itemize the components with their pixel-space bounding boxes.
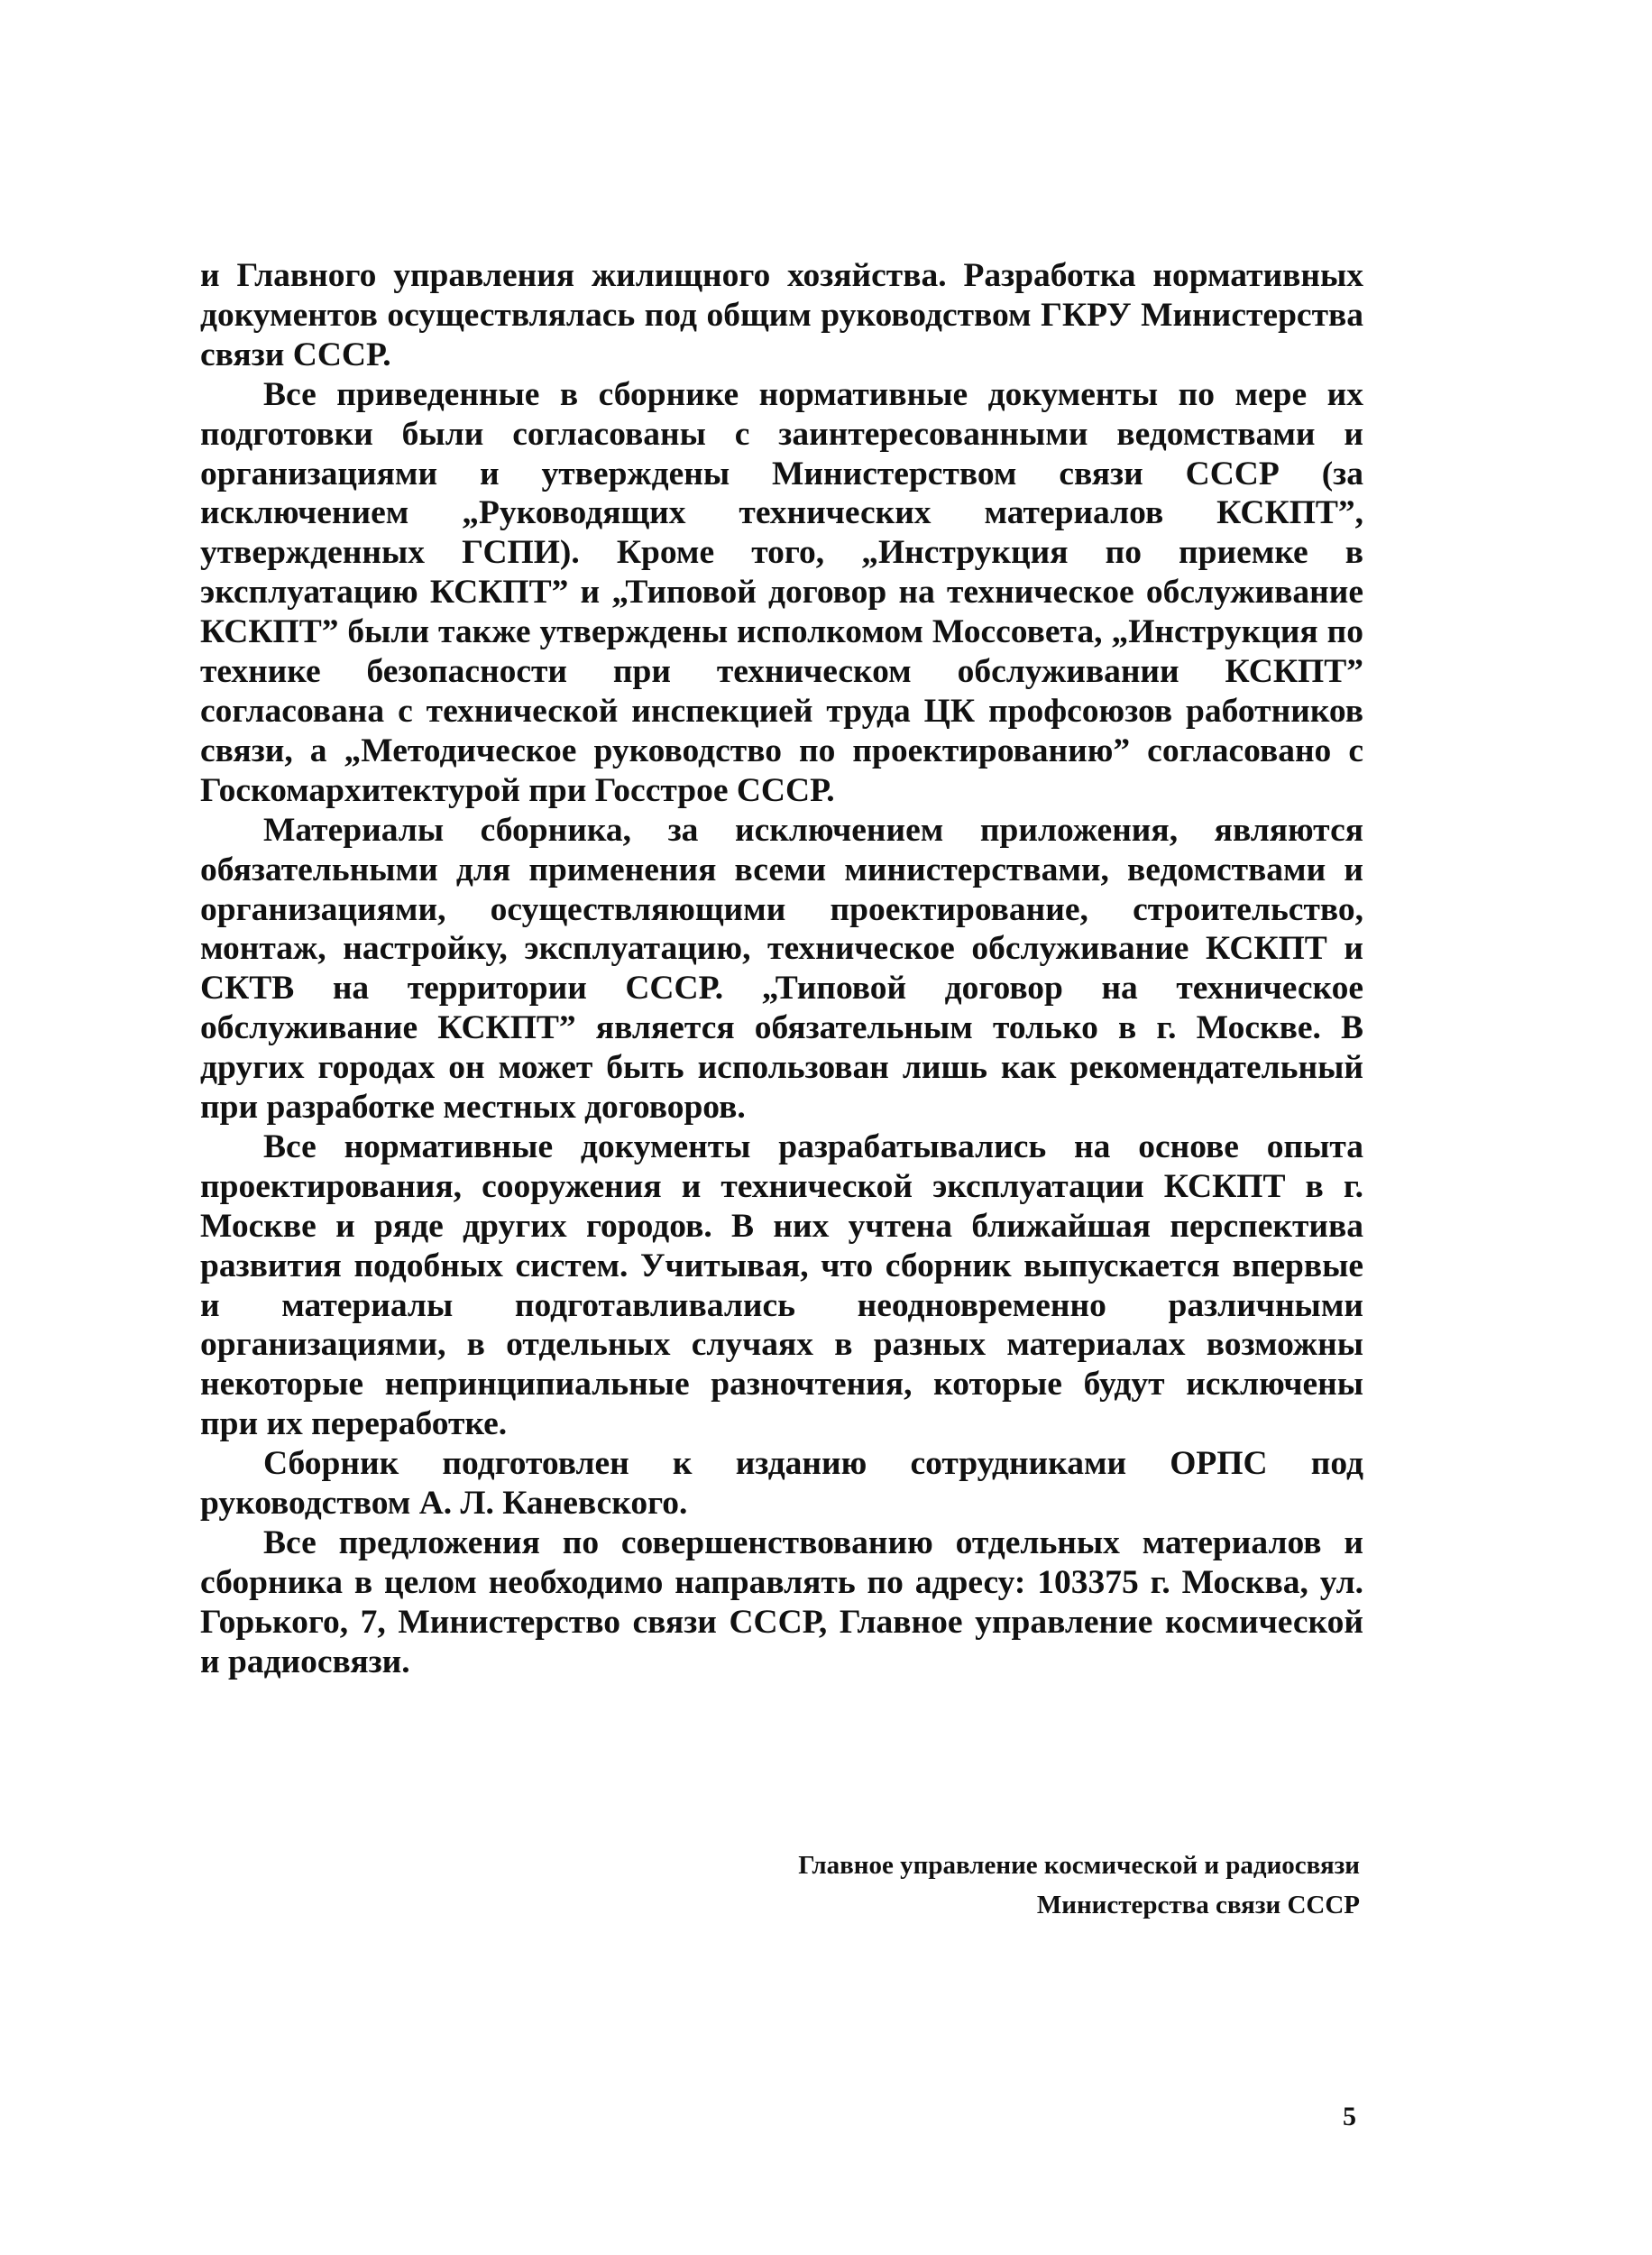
paragraph-basis: Все нормативные документы разрабатывались на основе опыта проектирования, сооружения и технической эксплуатации КСКПТ в г. Москве и ряде других городов. В них учтена ближайшая перспектива развития подобных систем. Учитывая, что сборник выпускается впервые и материалы подготавливались неодновременно различными организациями, в отдельных случаях в разных материалах возможны некоторые непринципиальные разночтения, которые будут исключены при их переработке. (200, 1128, 1363, 1443)
paragraph-prepared-by: Сборник подготовлен к изданию сотрудниками ОРПС под руководством А. Л. Каневского. (200, 1445, 1363, 1523)
signature-block (798, 1845, 1360, 1925)
paragraph-address: Все предложения по совершенствованию отдельных материалов и сборника в целом необходимо направлять по адресу: 103375 г. Москва, ул. Горького, 7, Министерство связи СССР, Главное управление космической и радиосвязи. (200, 1524, 1363, 1680)
body-text (200, 256, 1363, 1682)
paragraph-obligatory: Материалы сборника, за исключением приложения, являются обязательными для применения всеми министерствами, ведомствами и организациями, осуществляющими проектирование, строительство, монтаж, настройку, эксплуатацию, техническое обслуживание КСКПТ и СКТВ на территории СССР. „Типовой договор на техническое обслуживание КСКПТ” является обязательным только в г. Москве. В других городах он может быть использован лишь как рекомендательный при разработке местных договоров. (200, 811, 1363, 1127)
paragraph-continuation: и Главного управления жилищного хозяйства. Разработка нормативных документов осуществлялась под общим руководством ГКРУ Министерства связи СССР. (200, 257, 1363, 373)
signature-line-2: Министерства связи СССР (1036, 1891, 1360, 1919)
signature-line-1: Главное управление космической и радиосвязи (798, 1851, 1360, 1880)
paragraph-approval: Все приведенные в сборнике нормативные документы по мере их подготовки были согласованы с заинтересованными ведомствами и организациями и утверждены Министерством связи СССР (за исключением „Руководящих технических материалов КСКПТ”, утвержденных ГСПИ). Кроме того, „Инструкция по приемке в эксплуатацию КСКПТ” и „Типовой договор на техническое обслуживание КСКПТ” были также утверждены исполкомом Моссовета, „Инструкция по технике безопасности при техническом обслуживании КСКПТ” согласована с технической инспекцией труда ЦК профсоюзов работников связи, а „Методическое руководство по проектированию” согласовано с Госкомархитектурой при Госстрое СССР. (200, 375, 1363, 809)
page-number: 5 (1343, 2102, 1356, 2131)
